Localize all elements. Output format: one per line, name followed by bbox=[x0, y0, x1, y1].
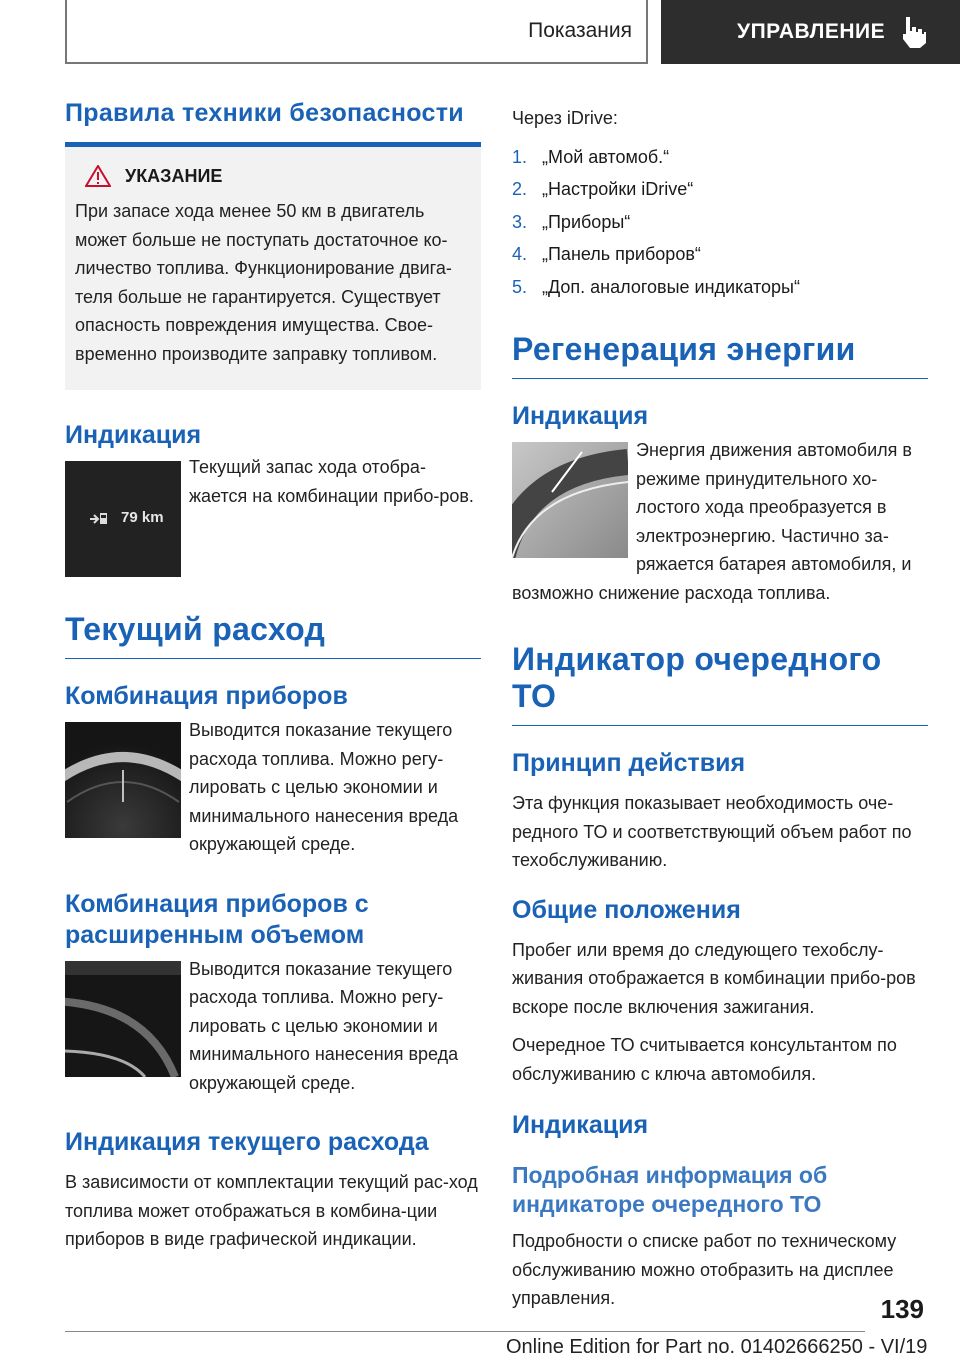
range-display-image bbox=[65, 461, 181, 577]
warning-box bbox=[65, 147, 481, 390]
extended-text: Выводится показание текущего расхода топлива. Можно регу-лировать с целью экономии и минимального нанесения вреда окружающей среде. bbox=[189, 958, 459, 1093]
general-text-2: Очередное ТО считывается консультантом по обслуживанию с ключа автомобиля. bbox=[512, 1035, 897, 1084]
page-number: 139 bbox=[880, 1294, 924, 1324]
idrive-steps bbox=[512, 141, 928, 304]
regen-heading: Индикация bbox=[512, 402, 649, 430]
gauge-arc-graphic bbox=[65, 722, 181, 838]
details-heading: Подробная информация об индикаторе очередного ТО bbox=[512, 1162, 828, 1217]
regen-title: Регенерация энергии bbox=[512, 331, 928, 379]
fuel-pump-icon bbox=[89, 511, 113, 527]
warning-triangle-icon bbox=[85, 165, 111, 187]
cluster-image bbox=[65, 722, 181, 838]
service-title: Индикатор очередного ТО bbox=[512, 641, 928, 726]
principle-heading: Принцип действия bbox=[512, 749, 746, 777]
general-heading: Общие положения bbox=[512, 895, 741, 924]
display-text: Текущий запас хода отобра-жается на комбинации прибо-ров. bbox=[189, 457, 474, 506]
header-tab-readings-label: Показания bbox=[528, 19, 632, 42]
header-tab-controls-label: УПРАВЛЕНИЕ bbox=[737, 20, 886, 43]
display-heading: Индикация bbox=[65, 421, 202, 449]
regen-gauge-graphic bbox=[512, 442, 628, 558]
footer-divider bbox=[65, 1331, 865, 1332]
extended-cluster-image bbox=[65, 961, 181, 1077]
right-column bbox=[512, 104, 928, 1313]
header-tab-controls[interactable] bbox=[661, 0, 960, 64]
indication-heading: Индикация bbox=[512, 1111, 649, 1139]
details-text: Подробности о списке работ по техническому обслуживанию можно отобразить на дисплее управления. bbox=[512, 1231, 897, 1308]
footer-edition: Online Edition for Part no. 01402666250 - VI/19 bbox=[506, 1336, 928, 1358]
warning-label: УКАЗАНИЕ bbox=[125, 165, 223, 186]
left-column bbox=[65, 95, 481, 1254]
step-item[interactable]: 2. „Настройки iDrive“ bbox=[512, 179, 694, 199]
step-item[interactable]: 5. „Доп. аналоговые индикаторы“ bbox=[512, 276, 800, 297]
regen-image bbox=[512, 442, 628, 558]
header-tab-readings[interactable] bbox=[65, 0, 648, 64]
general-text-1: Пробег или время до следующего техобслу-живания отображается в комбинации прибо-ров вскоре после включения зажигания. bbox=[512, 939, 916, 1017]
current-text: В зависимости от комплектации текущий рас-ход топлива может отображаться в комбина-ции приборов в виде графической индикации. bbox=[65, 1172, 478, 1249]
extended-heading: Комбинация приборов с расширенным объемом bbox=[65, 889, 369, 949]
extended-gauge-graphic bbox=[65, 961, 181, 1077]
cluster-heading: Комбинация приборов bbox=[65, 682, 348, 710]
hand-pointer-icon bbox=[901, 15, 927, 49]
step-item[interactable]: 1. „Мой автомоб.“ bbox=[512, 146, 670, 167]
range-readout: 79 km bbox=[121, 509, 164, 526]
safety-title: Правила техники безопасности bbox=[65, 99, 481, 147]
regen-text-full: возможно снижение расхода топлива. bbox=[512, 582, 831, 603]
current-heading: Индикация текущего расхода bbox=[65, 1128, 429, 1156]
principle-text: Эта функция показывает необходимость оче-редного ТО и соответствующий объем работ по техобслуживанию. bbox=[512, 793, 912, 870]
consumption-title: Текущий расход bbox=[65, 611, 481, 659]
regen-text-side: Энергия движения автомобиля в режиме принудительного хо-лостого хода преобразуется в электроэнергию. Частично за-ряжается батарея автомобиля, и bbox=[636, 440, 912, 574]
step-item[interactable]: 4. „Панель приборов“ bbox=[512, 244, 701, 264]
warning-text: При запасе хода менее 50 км в двигатель может больше не поступать достаточное ко-личество топлива. Функционирование двига-теля больше не гарантируется. Существует опасность повреждения имущества. Свое-временно производите заправку топливом. bbox=[75, 201, 452, 364]
via-idrive: Через iDrive: bbox=[512, 108, 618, 128]
cluster-text: Выводится показание текущего расхода топлива. Можно регу-лировать с целью экономии и минимального нанесения вреда окружающей среде. bbox=[189, 720, 459, 854]
step-item[interactable]: 3. „Приборы“ bbox=[512, 211, 631, 232]
